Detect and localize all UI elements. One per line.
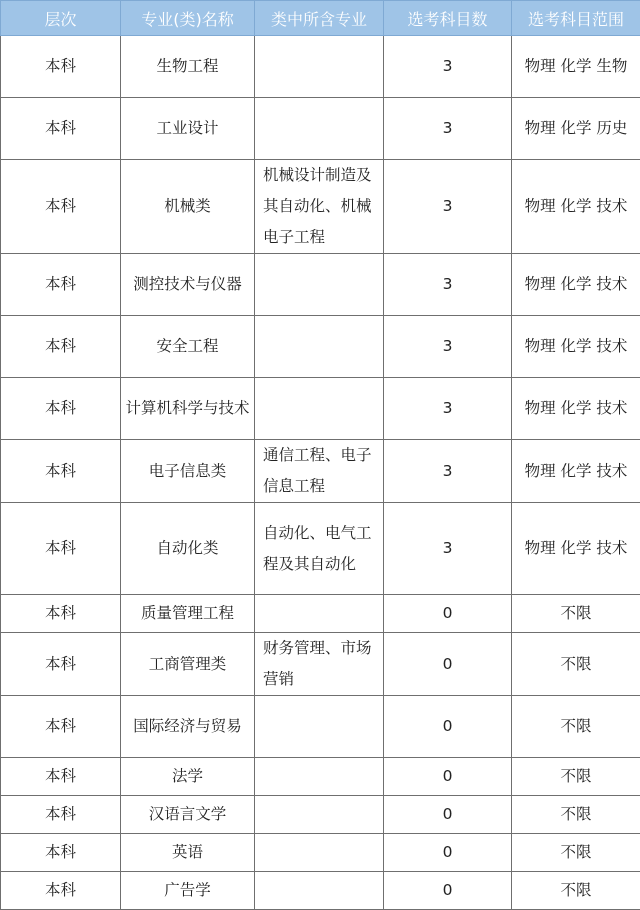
subject-range-cell: 物理 化学 生物	[512, 36, 640, 98]
major-name-cell: 计算机科学与技术	[121, 378, 255, 440]
included-majors-cell	[255, 796, 384, 834]
included-majors-cell: 通信工程、电子信息工程	[255, 440, 384, 503]
major-name-cell: 生物工程	[121, 36, 255, 98]
subject-count-cell: 0	[384, 633, 512, 696]
table-row	[1, 796, 640, 834]
level-cell: 本科	[1, 633, 121, 696]
major-name-cell: 测控技术与仪器	[121, 254, 255, 316]
subject-range-cell: 不限	[512, 595, 640, 633]
included-majors-cell	[255, 316, 384, 378]
header-row	[1, 1, 640, 36]
subject-range-cell: 不限	[512, 758, 640, 796]
header-subject-range: 选考科目范围	[512, 1, 640, 36]
table-row	[1, 440, 640, 503]
subject-count-cell: 3	[384, 503, 512, 595]
level-cell: 本科	[1, 254, 121, 316]
major-name-cell: 自动化类	[121, 503, 255, 595]
included-majors-cell	[255, 696, 384, 758]
major-name-cell: 国际经济与贸易	[121, 696, 255, 758]
level-cell: 本科	[1, 758, 121, 796]
table-row	[1, 758, 640, 796]
major-name-cell: 广告学	[121, 872, 255, 910]
subject-count-cell: 3	[384, 160, 512, 254]
table-row	[1, 696, 640, 758]
table-header	[1, 1, 640, 36]
subject-count-cell: 3	[384, 98, 512, 160]
level-cell: 本科	[1, 503, 121, 595]
included-majors-cell	[255, 36, 384, 98]
major-name-cell: 机械类	[121, 160, 255, 254]
table-row	[1, 378, 640, 440]
included-majors-cell	[255, 254, 384, 316]
subject-range-cell: 物理 化学 技术	[512, 316, 640, 378]
included-majors-cell	[255, 98, 384, 160]
subject-range-cell: 物理 化学 技术	[512, 160, 640, 254]
included-majors-cell: 自动化、电气工程及其自动化	[255, 503, 384, 595]
table-body	[1, 36, 640, 910]
level-cell: 本科	[1, 98, 121, 160]
table-row	[1, 872, 640, 910]
subject-range-cell: 物理 化学 技术	[512, 440, 640, 503]
subject-range-cell: 物理 化学 历史	[512, 98, 640, 160]
level-cell: 本科	[1, 872, 121, 910]
included-majors-cell	[255, 758, 384, 796]
level-cell: 本科	[1, 440, 121, 503]
included-majors-cell	[255, 378, 384, 440]
subject-range-cell: 不限	[512, 696, 640, 758]
subject-count-cell: 0	[384, 872, 512, 910]
subject-range-cell: 物理 化学 技术	[512, 378, 640, 440]
major-name-cell: 工业设计	[121, 98, 255, 160]
subject-count-cell: 0	[384, 595, 512, 633]
table-row	[1, 254, 640, 316]
header-level: 层次	[1, 1, 121, 36]
subject-count-cell: 3	[384, 254, 512, 316]
subject-count-cell: 0	[384, 796, 512, 834]
level-cell: 本科	[1, 696, 121, 758]
level-cell: 本科	[1, 160, 121, 254]
major-name-cell: 工商管理类	[121, 633, 255, 696]
subject-count-cell: 0	[384, 834, 512, 872]
subject-count-cell: 3	[384, 316, 512, 378]
header-major-name: 专业(类)名称	[121, 1, 255, 36]
major-name-cell: 法学	[121, 758, 255, 796]
major-name-cell: 英语	[121, 834, 255, 872]
table-row	[1, 633, 640, 696]
included-majors-cell	[255, 834, 384, 872]
level-cell: 本科	[1, 378, 121, 440]
table-row	[1, 834, 640, 872]
subject-range-cell: 物理 化学 技术	[512, 503, 640, 595]
subject-range-cell: 不限	[512, 872, 640, 910]
subject-range-cell: 物理 化学 技术	[512, 254, 640, 316]
header-included-majors: 类中所含专业	[255, 1, 384, 36]
table-row	[1, 160, 640, 254]
table-row	[1, 316, 640, 378]
major-name-cell: 安全工程	[121, 316, 255, 378]
subject-range-cell: 不限	[512, 633, 640, 696]
included-majors-cell	[255, 595, 384, 633]
header-subject-count: 选考科目数	[384, 1, 512, 36]
table-row	[1, 98, 640, 160]
subject-count-cell: 0	[384, 696, 512, 758]
level-cell: 本科	[1, 36, 121, 98]
level-cell: 本科	[1, 796, 121, 834]
subject-range-cell: 不限	[512, 834, 640, 872]
included-majors-cell: 机械设计制造及其自动化、机械电子工程	[255, 160, 384, 254]
level-cell: 本科	[1, 595, 121, 633]
major-name-cell: 质量管理工程	[121, 595, 255, 633]
included-majors-cell: 财务管理、市场营销	[255, 633, 384, 696]
level-cell: 本科	[1, 316, 121, 378]
table-row	[1, 36, 640, 98]
subject-range-cell: 不限	[512, 796, 640, 834]
table-row	[1, 503, 640, 595]
major-name-cell: 汉语言文学	[121, 796, 255, 834]
included-majors-cell	[255, 872, 384, 910]
table-row	[1, 595, 640, 633]
level-cell: 本科	[1, 834, 121, 872]
subject-count-cell: 3	[384, 378, 512, 440]
subject-count-cell: 3	[384, 440, 512, 503]
major-name-cell: 电子信息类	[121, 440, 255, 503]
subject-count-cell: 3	[384, 36, 512, 98]
subject-count-cell: 0	[384, 758, 512, 796]
